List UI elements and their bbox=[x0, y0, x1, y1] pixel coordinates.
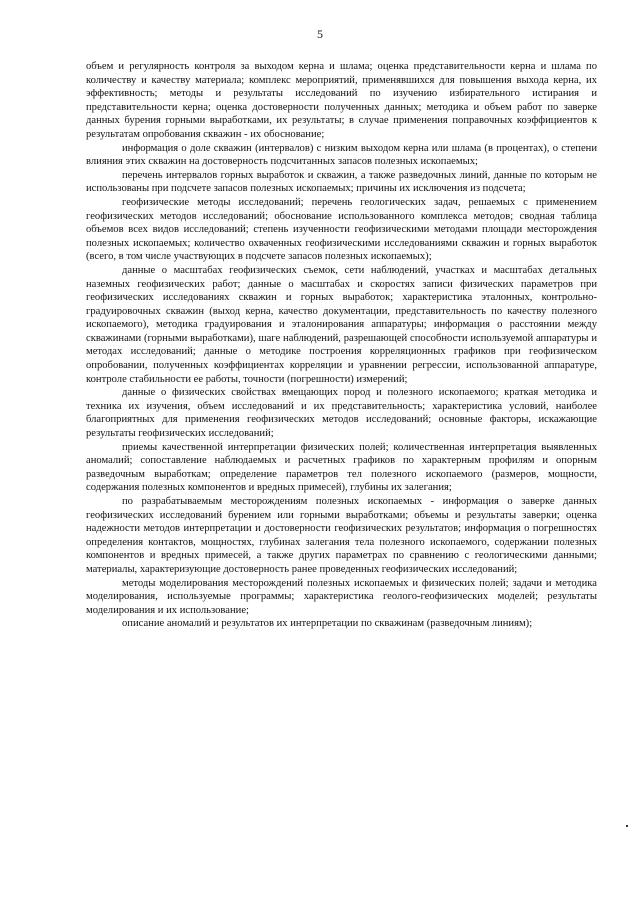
page-number: 5 bbox=[317, 27, 323, 41]
paragraph: по разрабатываемым месторождениям полезных ископаемых - информация о заверке данных геофизических исследований бурением или горными выработками; объемы и результаты заверки; оценка надежности методов интерпретации и достоверности геофизических результатов; информация о погрешностях определения контактов, мощностях, глубинах залегания тела полезного ископаемого, содержании полезных компонентов и вредных примесей, а также других параметрах по сравнению с геологическими данными; материалы, характеризующие достоверность ранее проведенных геофизических исследований; bbox=[86, 496, 597, 575]
paragraph: данные о масштабах геофизических съемок, сети наблюдений, участках и масштабах детальных наземных геофизических работ; данные о масштабах и скоростях записи физических параметров при геофизических исследованиях скважин и горных выработок; характеристика эталонных, контрольно-градуировочных скважин (выход керна, качество документации, представительность по качеству полезного ископаемого), методика градуирования и эталонирования аппаратуры; информация о расстоянии между скважинами (горными выработками), шаге наблюдений, разрешающей способности используемой аппаратуры и методах исследований; данные о методике построения корреляционных графиков при геофизическом опробовании, полученных коэффициентах корреляции и уравнении регрессии, использованной аппаратуре, контроле стабильности ее работы, точности (погрешности) измерений; bbox=[86, 264, 597, 385]
paragraph: приемы качественной интерпретации физических полей; количественная интерпретация выявленных аномалий; сопоставление наблюдаемых и расчетных графиков по характерным профилям и опорным разведочным выработкам; определение параметров тел полезного ископаемого (размеров, мощности, содержания полезных компонентов и вредных примесей), глубины их залегания; bbox=[86, 441, 597, 494]
document-body bbox=[86, 60, 597, 631]
paragraph: описание аномалий и результатов их интерпретации по скважинам (разведочным линиям); bbox=[122, 618, 533, 630]
paragraph: данные о физических свойствах вмещающих пород и полезного ископаемого; краткая методика и техника их изучения, объем исследований и их представительность; характеристика условий, наиболее благоприятных для применения геофизических методов исследований; основные факторы, искажающие результаты геофизических исследований; bbox=[86, 387, 597, 440]
paragraph: объем и регулярность контроля за выходом керна и шлама; оценка представительности керна и шлама по количеству и качеству материала; комплекс мероприятий, применявшихся для повышения выхода керна, их эффективность; методы и результаты исследований по изучению избирательного истирания и представительности керна; оценка достоверности полученных данных; методика и объем работ по заверке данных бурения горными выработками, их результаты; в случае применения поправочных коэффициентов к результатам опробования скважин - их обоснование; bbox=[86, 61, 597, 140]
paragraph: информация о доле скважин (интервалов) с низким выходом керна или шлама (в процентах), о степени влияния этих скважин на достоверность подсчитанных запасов полезных ископаемых; bbox=[86, 142, 597, 168]
paragraph: перечень интервалов горных выработок и скважин, а также разведочных линий, данные по которым не использованы при подсчете запасов полезных ископаемых; причины их исключения из подсчета; bbox=[86, 169, 597, 195]
paragraph: геофизические методы исследований; перечень геологических задач, решаемых с применением геофизических методов исследований; обоснование использованного комплекса методов; сводная таблица объемов всех видов исследований; степень изученности геофизическими методами площади месторождения полезных ископаемых; количество охваченных геофизическими исследованиями скважин и горных выработок (всего, в том числе участвующих в подсчете запасов полезных ископаемых); bbox=[86, 196, 597, 263]
scan-speck bbox=[626, 825, 628, 827]
paragraph: методы моделирования месторождений полезных ископаемых и физических полей; задачи и методика моделирования, используемые программы; характеристика геолого-геофизических моделей; результаты моделирования и их использование; bbox=[86, 577, 597, 616]
